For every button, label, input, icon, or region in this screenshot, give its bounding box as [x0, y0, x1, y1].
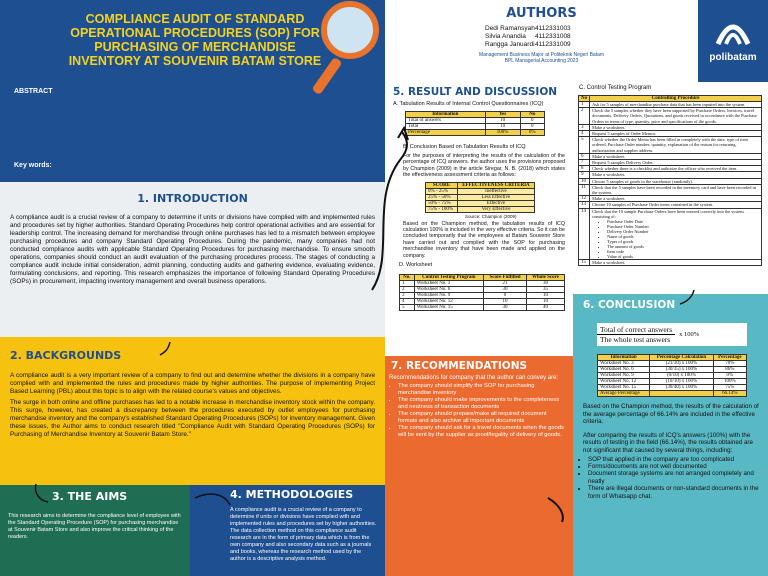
backgrounds-p2: The surge in both online and offline purchases has led to a notable increase in merchandise inventory stock within the company. This surge, however, has created a discrepancy between the procedures executed by outlet employees for purchasing merchandise inventory and the company's established Standard Operating Procedures (SOPs) for inventory management. Given these issues, the Author aims to conduct research titled "Compliance Audit with Standard Operating Procedures (SOPs) for Purchasing of Merchandise Inventory at Souvenir Batam Store." — [10, 399, 375, 438]
logo-mark-icon — [714, 14, 752, 48]
list-item: • Purchase Order Number — [607, 224, 759, 229]
introduction-section — [0, 182, 385, 337]
list-item: • There are illegal documents or non-standard documents in the form of Whatsapp chat. — [588, 485, 760, 500]
table-row: 1 Ask for 5 samples of merchandise purchase data that has been inputted into the system. — [579, 102, 762, 108]
table-row: 11 Check that the 5 samples have been recorded in the inventory card and have been recorded in the system. — [579, 184, 762, 195]
author-row: Dedi Ramansyah4112331003 — [485, 25, 571, 32]
author-affiliation: Management Business Major at Politeknik Negeri Batam BPL Managerial Accounting 2023 — [478, 52, 605, 64]
magnifier-icon — [302, 0, 382, 110]
control-testing-section — [573, 82, 768, 294]
poster-title: COMPLIANCE AUDIT OF STANDARD OPERATIONAL PROCEDURES (SOP) FOR PURCHASING OF MERCHANDISE INVENTORY AT SOUVENIR BATAM STORE — [68, 12, 322, 68]
list-item: • Name of goods — [607, 234, 759, 239]
methodologies-text: A compliance audit is a crucial review of a company to determine if units or divisions have complied with and implemented rules and procedures set by higher authorities. The data collection method on this compliance audit research are in the form of primary data which is from the own company and also secondary data such as a journals and books, whereas the research method used by the author is a descriptive analysis method. — [230, 507, 377, 562]
conclusion-table: Information Percentage Calculation Percentage Worksheet No. 3 (21/30) x 100% 70% Worksheet No. 6 (30/35) x 100% 86% Worksheet No. 9 (0/10) x 100% 0% Worksheet No. 12 (10/10) x 100% 100% Worksheet No. 15 (30/40) x 100% 75% Average Percentage 66.14% — [597, 354, 747, 397]
aims-section — [0, 485, 190, 576]
worksheet-title: D. Worksheet — [399, 262, 433, 269]
table-row: 14 Check that the 10 sample Purchase Orders have been entered correctly into the system consisting of: • Purchase Order Date • Purchase Order Number • Delivery Order Number • Name of goods • Types of goods • The amount of goods • Item code • Value of goods — [579, 208, 762, 259]
recommendations-intro: Recommendations for company that the author can convey are: — [389, 375, 559, 381]
table-row: 10 Choose 5 samples of goods in the warehouse (randomly). — [579, 178, 762, 184]
table-row: 2 Check the 5 samples whether they have been supported by Purchase Orders, Invoices, travel documents, Delivery Orders, Quotations, and goods received in accordance with the Purchase Orders in terms of type, quantity, price and specifications of the goods. — [579, 108, 762, 125]
methodologies-section — [190, 485, 385, 576]
table-row: 15 Make a worksheet. — [579, 260, 762, 266]
table-row: 5 Check whether the Order Memo has been filled in completely with the date, type of item ordered, Purchase Order number, quantity, explanation of the reason for returning, authorization and supplier address. — [579, 137, 762, 154]
icq-conclusion-text-2: Based on the Champion method, the tabulation results of ICQ calculation 100% is included in the very effective criteria. So it can be concluded temporarily that the employees at Batam Souvenir Store have carried out and complied with the SOP for purchasing merchandise inventory that have been made and applied on the company. — [403, 220, 565, 259]
results-section — [385, 82, 573, 356]
table-row: 8 Check whether there is a checklist and authorize the officer who received the item. — [579, 166, 762, 172]
author-row: Rangga Januardi4112331009 — [485, 41, 571, 48]
list-item: • Delivery Order Number — [607, 229, 759, 234]
table-row: 9 Make a worksheet. — [579, 172, 762, 178]
table-row: 4 Request 5 samples of Order Memos. — [579, 131, 762, 137]
list-item: • The company should simplify the SOP for purchasing merchandise inventory — [398, 383, 565, 397]
author-row: Silvia Anandia 4112331008 — [485, 33, 571, 40]
logo-text: polibatam — [709, 52, 757, 63]
icq-table: Information Yes No Total of answers 10 0 Total 10 0 Percentage 100% 0% — [405, 111, 545, 136]
conclusion-p2: After comparing the results of ICQ's answers (100%) with the results of testing in the field (66.14%), the results obtained are not significant that caused by several things, including: — [583, 431, 753, 454]
list-item: • The amount of goods — [607, 244, 759, 249]
criteria-source: Source: Champion (2009) — [465, 213, 517, 219]
introduction-heading: 1. INTRODUCTION — [137, 192, 248, 205]
control-table: No Controlling Procedure 1 Ask for 5 samples of merchandise purchase data that has been inputted into the system. 2 Check the 5 samples whether they have been supported by Purchase Orders, Invoices, travel documents, Delivery Orders, Quotations, and goods received in accordance with the Purchase Orders in terms of type, quantity, price and specifications of the goods. 3 Make a worksheet. 4 Request 5 samples of Order Memos. 5 Check whether the Order Memo has been filled in completely with the date, type of item ordered, Purchase Order number, quantity, explanation of the reason for returning, authorization and supplier address. 6 Make a worksheet. 7 Request 5 samples Delivery Order. 8 Check whether there is a checklist and authorize the officer who received the item. 9 Make a worksheet. 10 Choose 5 samples of goods in the warehouse (randomly). 11 Check that the 5 samples have been recorded in the inventory card and have been recorded in the system. 12 Make a worksheet. 13 Choose 10 samples of Purchase Order items contained in the system. 14 Check that the 10 sample Purchase Orders have been entered correctly into the system consisting of: • Purchase Order Date • Purchase Order Number • Delivery Order Number • Name of goods • Types of goods • The amount of goods • Item code • Value of goods 15 Make a worksheet. — [578, 95, 762, 266]
criteria-table: SCORE EFFECTIVENESS CRITERIA 0% - 25% Ineffective 25% - 50% Less Effective 50% - 75% Effective 75% - 100% Very Effective — [425, 182, 535, 213]
authors-section — [385, 0, 698, 82]
backgrounds-heading: 2. BACKGROUNDS — [10, 349, 122, 362]
conclusion-p1: Based on the Champion method, the results of the calculation of the average percentage of 66.14% are included in the effective criteria. — [583, 403, 759, 426]
list-item: • Purchase Order Date — [607, 219, 759, 224]
table-row: 6 Make a worksheet. — [579, 153, 762, 159]
polibatam-logo — [698, 0, 768, 82]
abstract-label: ABSTRACT — [14, 88, 53, 95]
introduction-text: A compliance audit is a crucial review of a company to determine if units or divisions have complied with and implemented rules and procedures set by higher authorities. Standard Operating Procedures help control operational activities and are essential for leadership control. The increasing demand for merchandise through online purchases has led to a mismatch between employee purchasing procedures and company Standard Operating Procedures. During the pandemic, many companies had not conducted compliance audits with applicable Standard Operating Procedures for purchasing merchandise. To ensure smooth operations, companies should conduct an audit evaluation of the purchasing procedures process. The stages of conducting a compliance audit include initial consideration, admit planning, conducting audits and gathering evidence, evaluating evidence, formulating conclusions, and reporting. This research emphasizes the importance of following Standard Operating Procedures (SOPs) in procurement, impacting inventory management and overall business operations. — [10, 214, 375, 285]
aims-heading: 3. THE AIMS — [52, 490, 128, 503]
list-item: • SOP that applied in the company are too complicated — [588, 456, 760, 463]
control-title: C. Control Testing Program — [579, 85, 652, 91]
table-row: 7 Request 5 samples Delivery Order. — [579, 160, 762, 166]
methodologies-heading: 4. METHODOLOGIES — [230, 488, 354, 501]
list-item: • The company should make improvements to the completeness and neatness of transaction documents — [398, 397, 565, 411]
list-item: • Value of goods — [607, 254, 759, 259]
results-heading: 5. RESULT AND DISCUSSION — [393, 86, 558, 98]
list-item: • Item code — [607, 249, 759, 254]
authors-heading: AUTHORS — [506, 6, 577, 21]
keywords-label: Key words: — [14, 162, 52, 169]
recommendations-list — [389, 383, 565, 439]
table-row: 12 Make a worksheet. — [579, 196, 762, 202]
aims-text: This research aims to determine the compliance level of employee with the Standard Operating Procedure (SOP) for purchasing merchandise at Souvenir Batam Store and also improve the critical thinking of the readers. — [8, 513, 181, 540]
list-item: • The company should prepare/make all required document formats and also archive all important documents — [398, 411, 565, 425]
authors-list — [485, 25, 698, 49]
recommendations-section — [385, 356, 573, 576]
icq-conclusion-text: For the purposes of interpreting the results of the calculation of the percentage of ICQ answers. the author uses the provisions proposed by Champion (2009) in the article Siregar, N. B. (2018) which states the effectiveness assessment criteria as follows: — [403, 153, 565, 179]
formula: Total of correct answers The whole test answers x 100% — [597, 323, 747, 346]
list-item: • Types of goods — [607, 239, 759, 244]
conclusion-heading: 6. CONCLUSION — [583, 299, 676, 311]
worksheet-table: No. Control Testing Program Score Fulfilled Whole Score 1 Worksheet No. 3 21 30 2 Worksheet No. 6 30 35 3 Worksheet No. 9 0 10 4 Worksheet No. 12 10 10 5 Worksheet No. 15 30 40 — [399, 274, 565, 311]
conclusion-section — [573, 294, 768, 576]
table-row: 13 Choose 10 samples of Purchase Order items contained in the system. — [579, 202, 762, 208]
title-panel — [0, 0, 385, 182]
list-item: • Forms/documents are not well documented — [588, 463, 760, 470]
icq-title: A. Tabulation Results of Internal Control Questionnaires (ICQ) — [393, 101, 544, 107]
conclusion-list — [579, 456, 760, 500]
backgrounds-section — [0, 337, 385, 485]
table-row: 3 Make a worksheet. — [579, 124, 762, 130]
list-item: • Document storage systems are not arranged completely and neatly — [588, 470, 760, 485]
icq-conclusion-title: B. Conclusion Based on Tabulation Results of ICQ — [403, 144, 526, 150]
backgrounds-p1: A compliance audit is a very important review of a company to find out and determine whether the divisions in a company have complied with and implemented the rules and procedures made by higher authorities. The purpose of implementing Project Based Learning (PBL) about this topic is to align with the related course's values and objectives. — [10, 372, 375, 395]
list-item: • The company should ask for a travel documents when the goods will be sent by the supplier as proof/legality of delivery of goods. — [398, 425, 565, 439]
recommendations-heading: 7. RECOMMENDATIONS — [391, 360, 528, 372]
